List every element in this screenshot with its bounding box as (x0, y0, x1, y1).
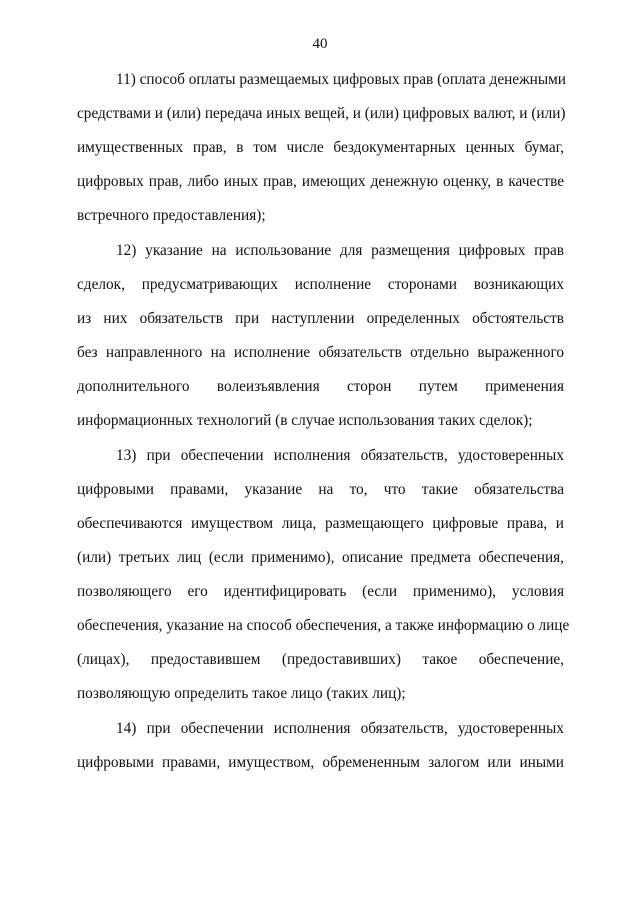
text-line: обеспечения, указание на способ обеспечения, а также информацию о лице (77, 617, 570, 634)
text-line: 11) способ оплаты размещаемых цифровых прав (оплата денежными (116, 71, 566, 88)
text-line: 13) при обеспечении исполнения обязательств, удостоверенных (116, 447, 564, 464)
text-line: из них обязательств при наступлении определенных обстоятельств (77, 310, 564, 327)
text-line: без направленного на исполнение обязательств отдельно выраженного (77, 344, 564, 361)
paragraph-14 (77, 712, 564, 780)
text-line: (или) третьих лиц (если применимо), описание предмета обеспечения, (77, 549, 564, 566)
text-line: средствами и (или) передача иных вещей, и (или) цифровых валют, и (или) (77, 105, 566, 122)
text-line: обеспечиваются имуществом лица, размещающего цифровые права, и (77, 515, 564, 532)
paragraph-13 (77, 439, 570, 711)
text-line: цифровых прав, либо иных прав, имеющих денежную оценку, в качестве (77, 173, 564, 190)
text-line: 12) указание на использование для размещения цифровых прав (116, 242, 564, 259)
text-line: дополнительного волеизъявления сторон путем применения (77, 378, 564, 395)
text-line: позволяющего его идентифицировать (если применимо), условия (77, 583, 564, 600)
text-line: (лицах), предоставившем (предоставивших) такое обеспечение, (77, 651, 564, 668)
text-line: информационных технологий (в случае использования таких сделок); (77, 412, 533, 429)
text-line: цифровыми правами, указание на то, что такие обязательства (77, 481, 564, 498)
text-line: имущественных прав, в том числе бездокументарных ценных бумаг, (77, 139, 564, 156)
text-line: позволяющую определить такое лицо (таких лиц); (77, 685, 406, 702)
text-line: цифровыми правами, имуществом, обремененным залогом или иными (77, 754, 564, 771)
text-line: встречного предоставления); (77, 207, 266, 224)
paragraph-12 (77, 234, 564, 438)
text-line: 14) при обеспечении исполнения обязательств, удостоверенных (116, 720, 564, 737)
document-body (77, 63, 570, 780)
page-number: 40 (312, 36, 328, 52)
paragraph-11 (77, 63, 564, 233)
text-line: сделок, предусматривающих исполнение сторонами возникающих (77, 276, 564, 293)
